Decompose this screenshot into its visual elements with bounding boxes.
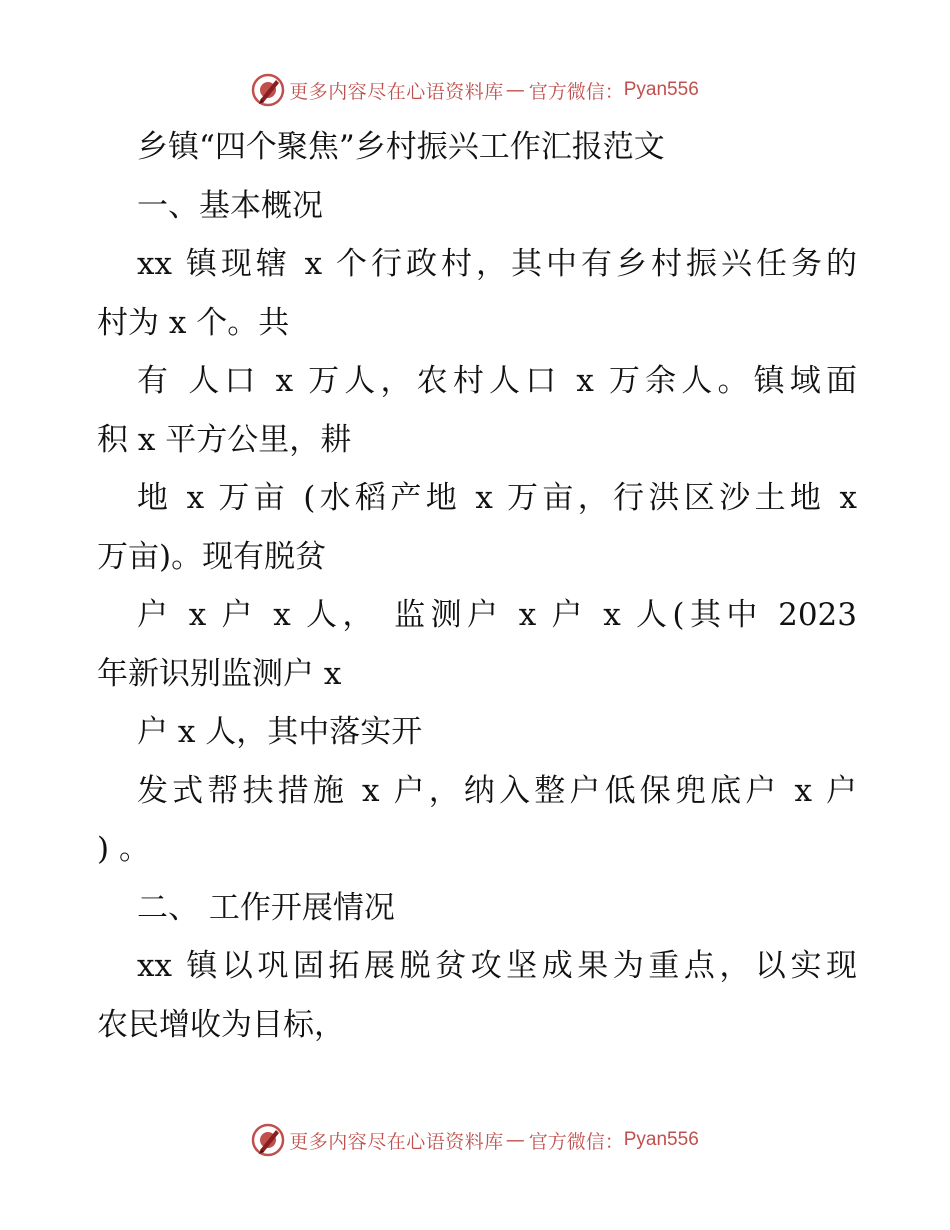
- paragraph-line: xx 镇现辖 x 个行政村，其中有乡村振兴任务的: [137, 246, 857, 282]
- document-title: 乡镇“四个聚焦”乡村振兴工作汇报范文: [137, 129, 665, 165]
- document-body: [97, 118, 857, 1054]
- watermark-wechat-label: 官方微信：: [528, 1130, 624, 1153]
- paragraph-line: 年新识别监测户 x: [97, 655, 342, 692]
- paragraph-line: 有 人口 x 万人，农村人口 x 万余人。镇域面: [137, 363, 857, 399]
- paragraph-line: xx 镇以巩固拓展脱贫攻坚成果为重点，以实现: [137, 948, 857, 984]
- watermark-dash: —: [505, 1129, 525, 1151]
- pen-logo-icon: [251, 1123, 285, 1157]
- paragraph-line: 农民增收为目标，: [97, 1006, 345, 1043]
- section-heading-progress: 二、 工作开展情况: [137, 889, 395, 926]
- paragraph-line: 地 x 万亩 (水稻产地 x 万亩，行洪区沙土地 x: [137, 480, 857, 516]
- footer-watermark: [0, 1120, 950, 1160]
- watermark-wechat-label: 官方微信：: [528, 80, 624, 103]
- watermark-dash: —: [505, 79, 525, 101]
- watermark-text: 更多内容尽在心语资料库: [289, 1130, 504, 1153]
- paragraph-line: 户 x 人，其中落实开: [137, 714, 423, 750]
- paragraph-line: 万亩)。现有脱贫: [97, 538, 327, 575]
- watermark-wechat-id: Pyan556: [623, 79, 699, 100]
- paragraph-line: 户 x 户 x 人， 监测户 x 户 x 人(其中 2023: [137, 597, 857, 633]
- watermark-wechat-id: Pyan556: [623, 1129, 699, 1150]
- paragraph-line: ) 。: [97, 831, 150, 867]
- pen-logo-icon: [251, 73, 285, 107]
- paragraph-line: 积 x 平方公里，耕: [97, 421, 352, 458]
- paragraph-line: 村为 x 个。共: [97, 304, 290, 341]
- header-watermark: [0, 70, 950, 110]
- watermark-text: 更多内容尽在心语资料库: [289, 80, 504, 103]
- paragraph-line: 发式帮扶措施 x 户，纳入整户低保兜底户 x 户: [137, 772, 857, 809]
- section-heading-overview: 一、基本概况: [137, 187, 323, 224]
